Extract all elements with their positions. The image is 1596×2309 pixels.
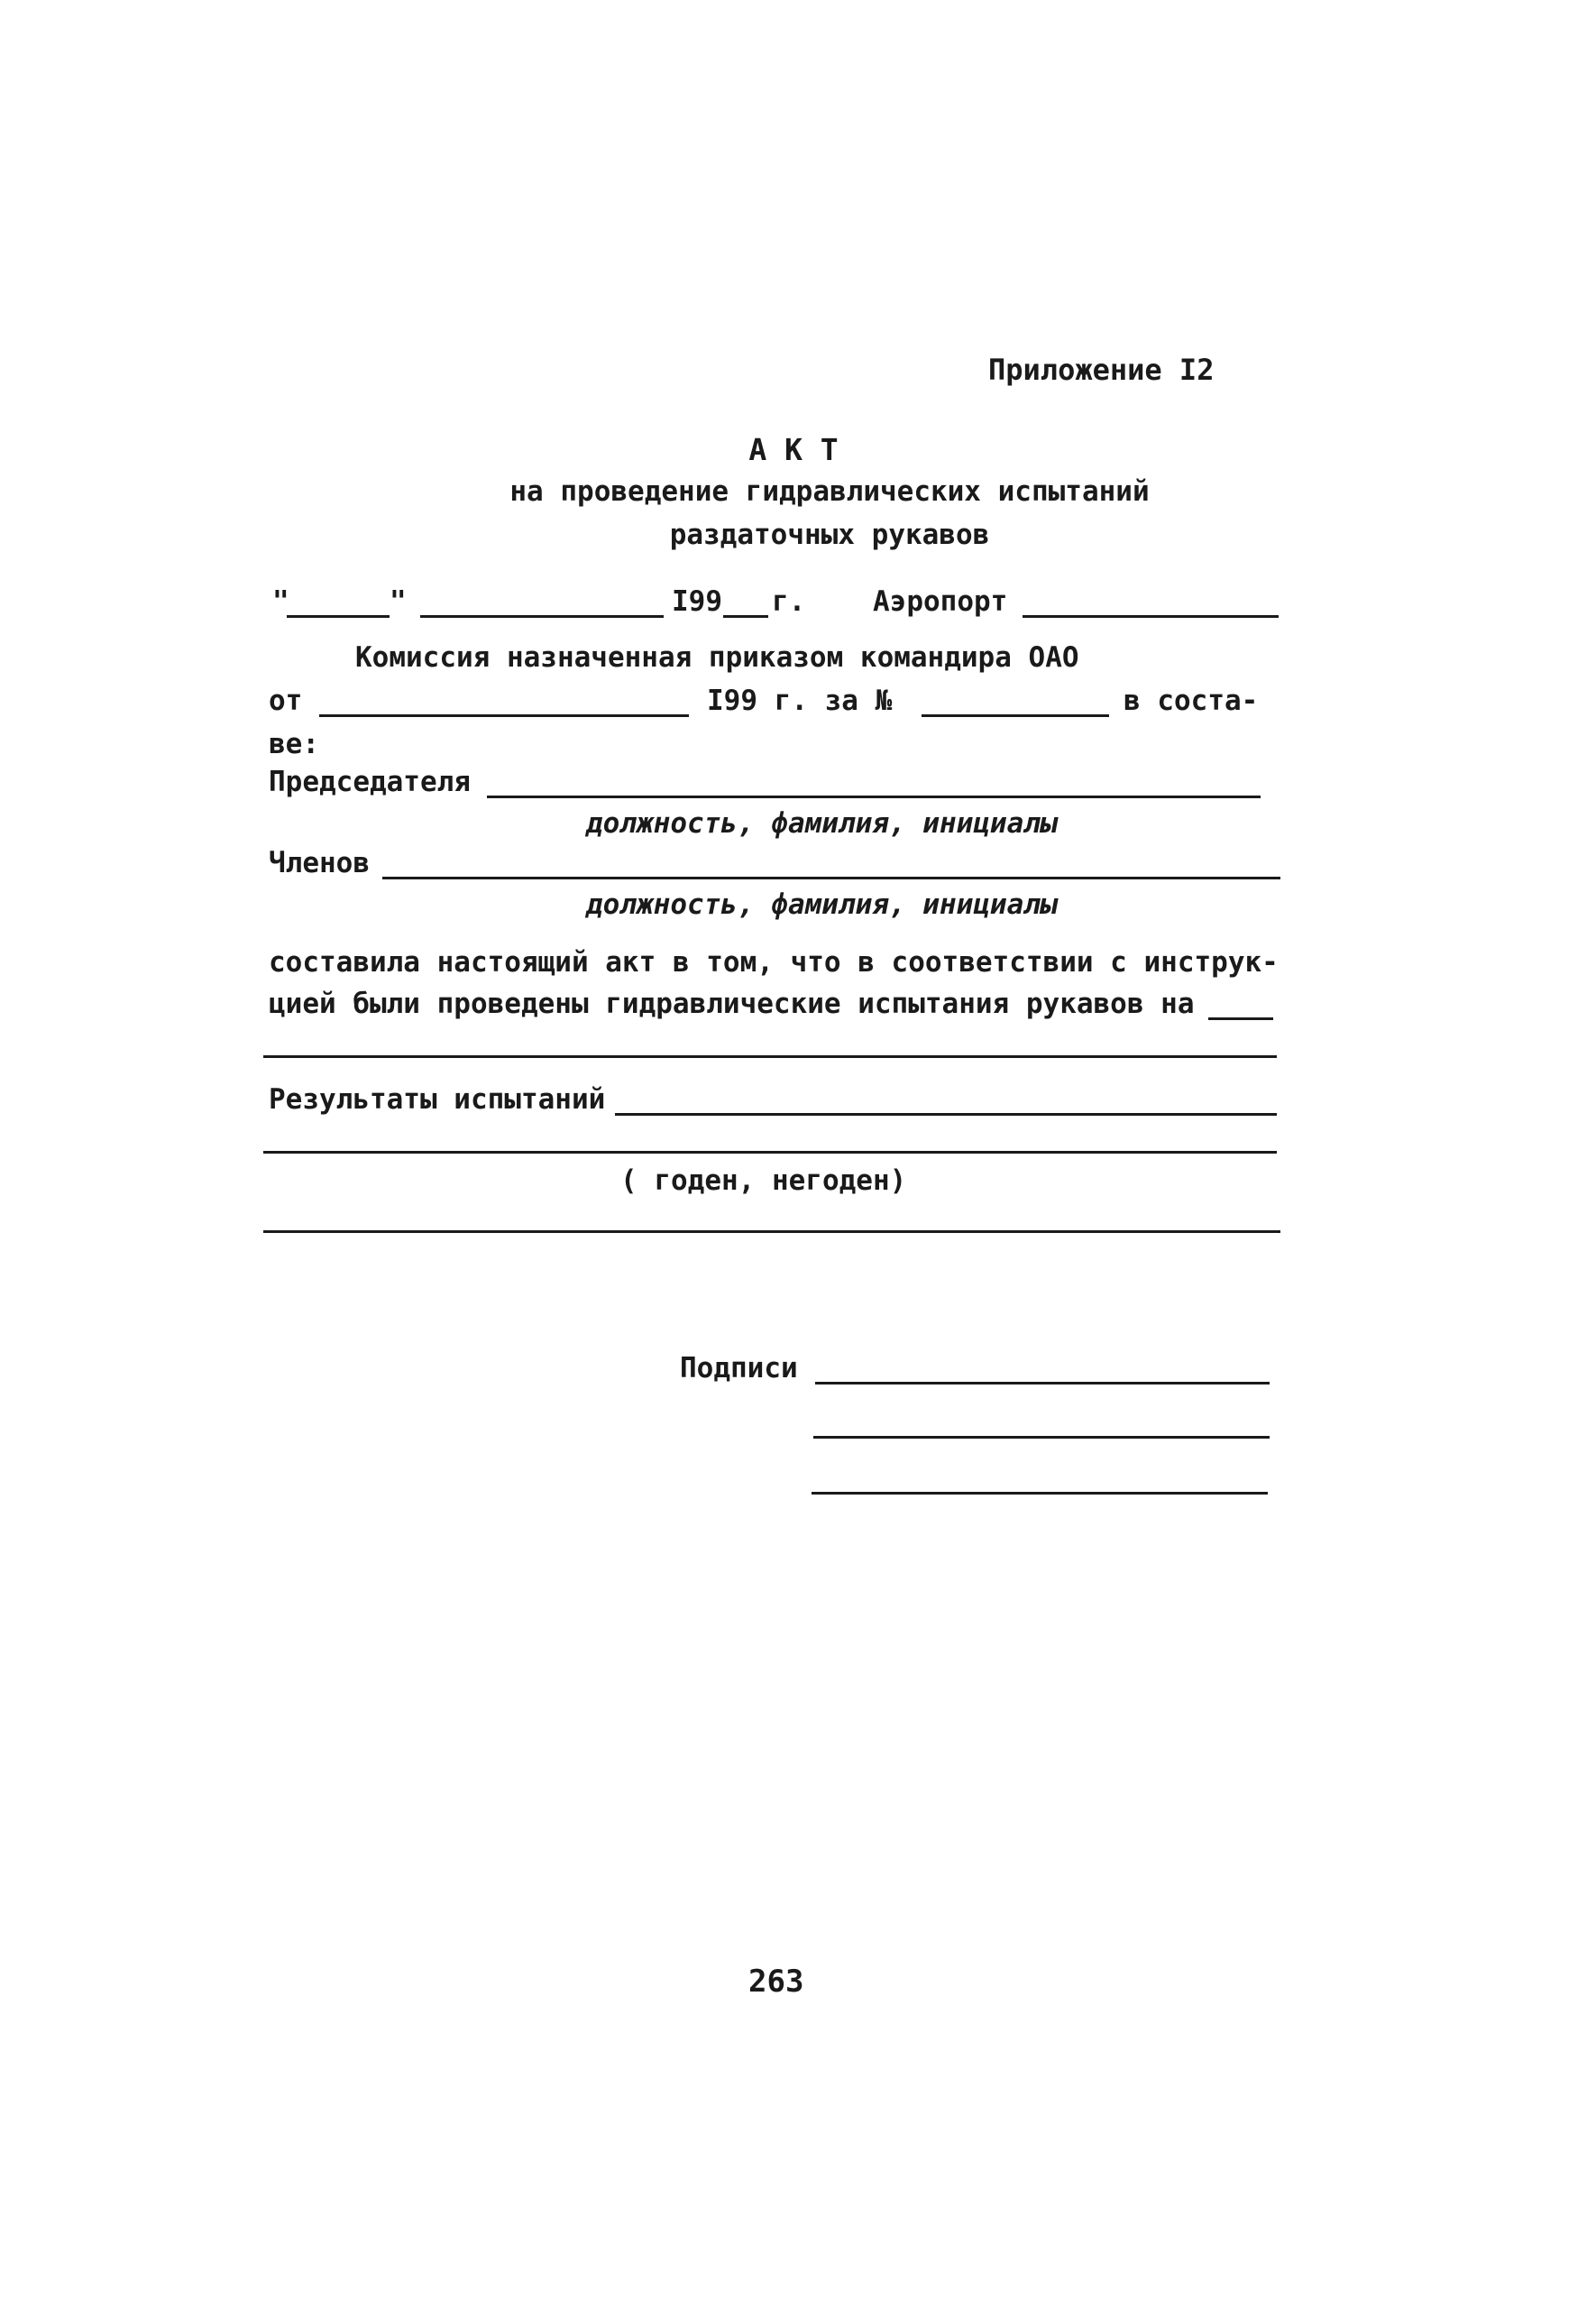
hoses-field-end[interactable]: [1208, 1017, 1273, 1020]
month-field[interactable]: [420, 615, 664, 618]
signature-field-3[interactable]: [812, 1492, 1268, 1495]
chairman-label: Председателя: [269, 766, 471, 798]
results-field-line2[interactable]: [263, 1151, 1277, 1154]
results-hint: ( годен, негоден): [620, 1164, 907, 1197]
commission-from-label: от: [269, 685, 303, 717]
chairman-field[interactable]: [487, 796, 1261, 798]
date-quote-close: ": [390, 585, 407, 618]
members-label: Членов: [269, 847, 370, 879]
signatures-label: Подписи: [680, 1352, 798, 1384]
results-field[interactable]: [615, 1113, 1277, 1116]
date-quote-open: ": [272, 585, 289, 618]
chairman-hint: должность, фамилия, инициалы: [586, 807, 1058, 840]
year-prefix: I99: [672, 585, 722, 618]
airport-label: Аэропорт: [873, 585, 1008, 618]
appendix-label: Приложение I2: [988, 353, 1215, 387]
signature-field-2[interactable]: [813, 1436, 1270, 1439]
statement-line2: цией были проведены гидравлические испытания рукавов на: [269, 988, 1195, 1020]
commission-text: Комиссия назначенная приказом командира ОАО: [355, 641, 1079, 674]
airport-field[interactable]: [1023, 615, 1279, 618]
results-label: Результаты испытаний: [269, 1083, 606, 1116]
members-field[interactable]: [382, 877, 1280, 879]
signature-field-1[interactable]: [815, 1382, 1270, 1384]
order-date-field[interactable]: [319, 714, 689, 717]
composition-label-cont: ве:: [269, 728, 319, 760]
order-year-number-label: I99 г. за №: [707, 685, 893, 717]
year-suffix: г.: [772, 585, 806, 618]
document-title: А К Т: [748, 432, 839, 467]
day-field[interactable]: [287, 615, 390, 618]
hoses-field-line[interactable]: [263, 1055, 1277, 1058]
document-subtitle-line2: раздаточных рукавов: [669, 519, 990, 551]
year-field[interactable]: [723, 615, 768, 618]
members-hint: должность, фамилия, инициалы: [586, 888, 1058, 921]
page-number: 263: [748, 1964, 804, 2000]
composition-label: в соста-: [1124, 685, 1259, 717]
document-subtitle-line1: на проведение гидравлических испытаний: [509, 475, 1150, 508]
results-field-line3[interactable]: [263, 1230, 1280, 1233]
statement-line1: составила настоящий акт в том, что в соответствии с инструк-: [269, 946, 1279, 979]
order-number-field[interactable]: [922, 714, 1109, 717]
